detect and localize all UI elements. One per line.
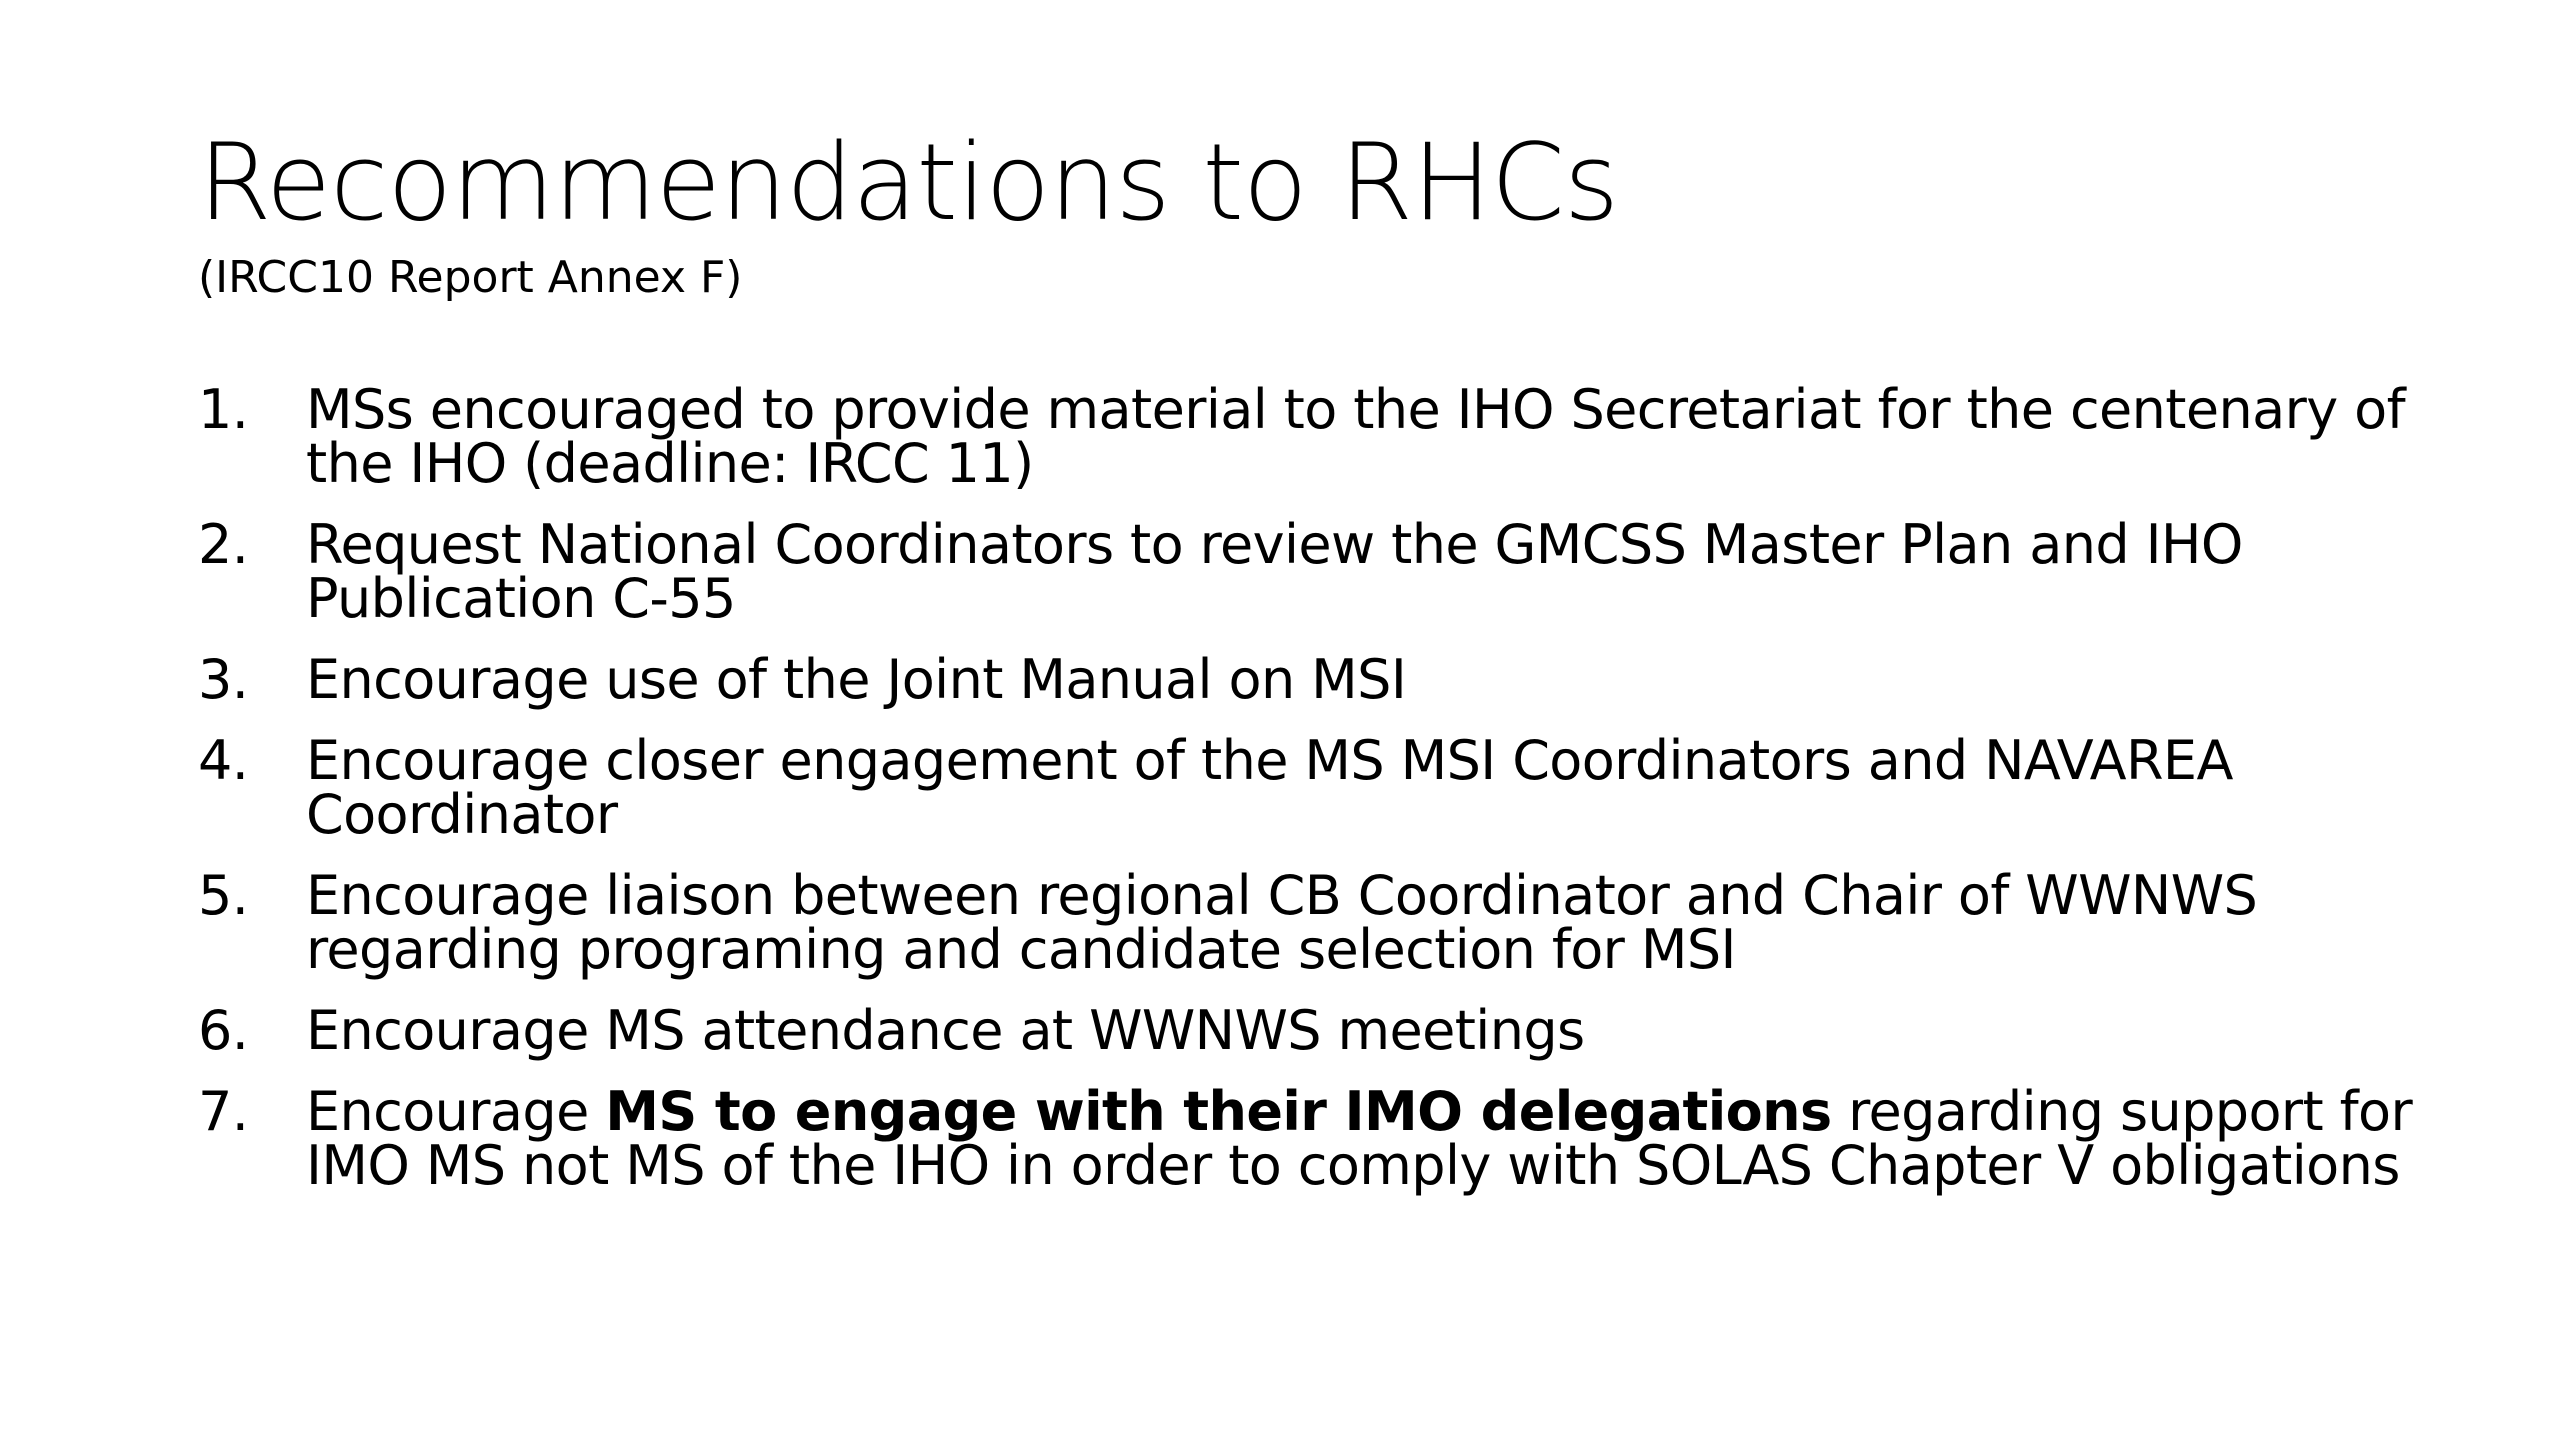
list-item-text-after: regarding support for IMO MS not MS of the IHO in order to comply with SOLAS Chapter V obligations (306, 1080, 2413, 1197)
list-item-text-before: Encourage (306, 1080, 606, 1143)
list-item-number: 5. (198, 864, 249, 927)
list-item-number: 2. (198, 513, 249, 576)
recommendations-list (198, 378, 2478, 1220)
list-item (198, 729, 2478, 846)
slide-subtitle: (IRCC10 Report Annex F) (198, 252, 743, 303)
list-item (198, 648, 2478, 711)
list-item (198, 1080, 2478, 1197)
list-item-number: 7. (198, 1080, 249, 1143)
list-item-text: Encourage MS attendance at WWNWS meetings (306, 999, 1585, 1062)
list-item (198, 513, 2478, 630)
list-item-text: Encourage closer engagement of the MS MSI Coordinators and NAVAREA Coordinator (306, 729, 2233, 846)
slide-title: Recommendations to RHCs (198, 121, 1619, 244)
list-item-text: Encourage liaison between regional CB Coordinator and Chair of WWNWS regarding programing and candidate selection for MSI (306, 864, 2258, 981)
list-item-number: 6. (198, 999, 249, 1062)
list-item-text: Encourage use of the Joint Manual on MSI (306, 648, 1407, 711)
list-item (198, 999, 2478, 1062)
list-item-number: 3. (198, 648, 249, 711)
list-item-number: 1. (198, 378, 249, 441)
list-item-number: 4. (198, 729, 249, 792)
list-item-text (306, 1080, 2478, 1197)
list-item (198, 378, 2478, 495)
list-item (198, 864, 2478, 981)
list-item-text: Request National Coordinators to review the GMCSS Master Plan and IHO Publication C-55 (306, 513, 2243, 630)
list-item-bold-text: MS to engage with their IMO delegations (605, 1080, 1832, 1143)
list-item-text: MSs encouraged to provide material to the IHO Secretariat for the centenary of the IHO (deadline: IRCC 11) (306, 378, 2405, 495)
